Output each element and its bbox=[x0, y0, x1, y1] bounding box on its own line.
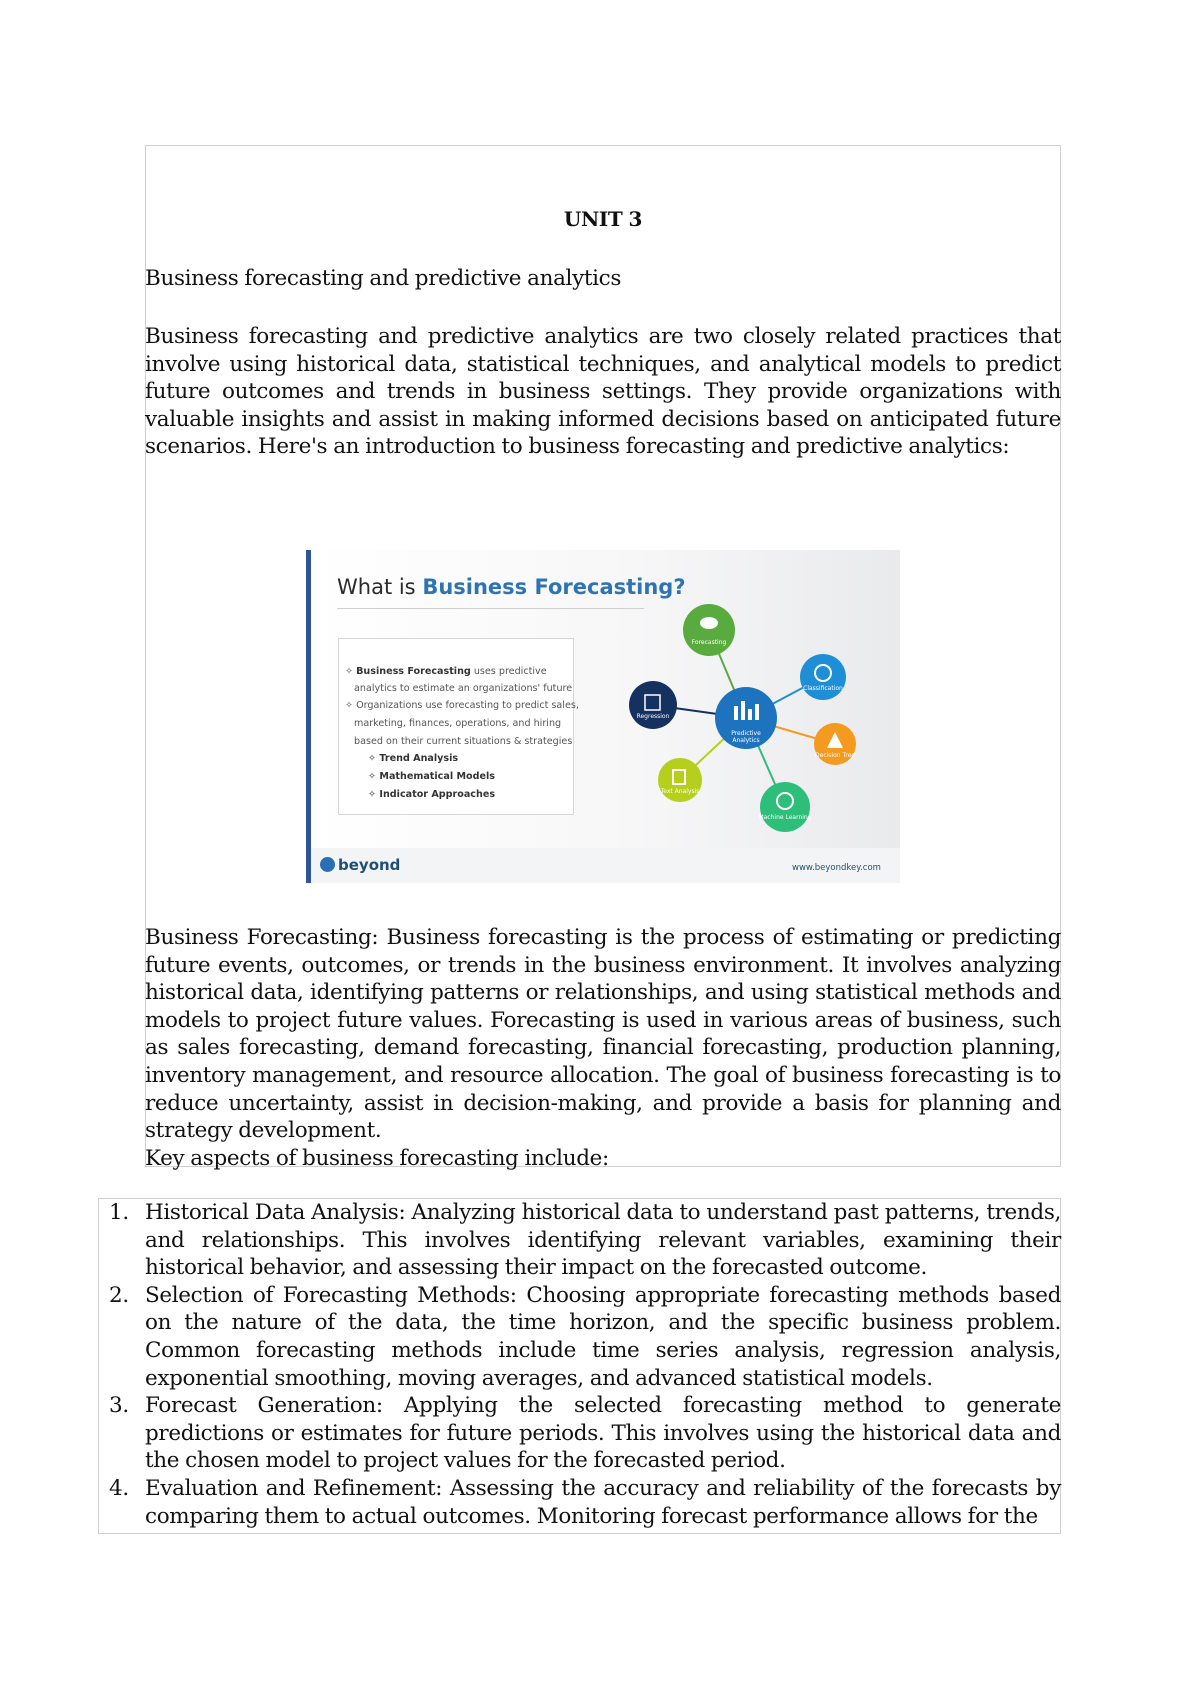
slide-sub-bullet: ✧ Indicator Approaches bbox=[368, 789, 496, 800]
slide-bullet-continuation: based on their current situations & strategies bbox=[354, 736, 573, 747]
logo-mark-icon bbox=[320, 857, 335, 872]
slide-sub-bullet-text: Indicator Approaches bbox=[379, 789, 496, 800]
node-text-analysis bbox=[658, 758, 702, 802]
slide-sub-bullet: ✧ Trend Analysis bbox=[368, 753, 459, 764]
list-item bbox=[104, 1392, 1061, 1475]
node-label-decision-tree: Decision Tree bbox=[815, 752, 855, 759]
slide-bullet-continuation: analytics to estimate an organizations' future bbox=[354, 683, 573, 694]
bar-chart-icon-bar bbox=[741, 701, 745, 720]
slide-sub-bullet: ✧ Mathematical Models bbox=[368, 771, 495, 782]
list-item-number: 4. bbox=[109, 1475, 129, 1501]
predictive-analytics-network-diagram bbox=[306, 550, 900, 883]
list-item-number: 1. bbox=[109, 1200, 129, 1225]
slide-title-plain: What is bbox=[337, 575, 423, 599]
business-forecasting-paragraph: Business Forecasting: Business forecasting is the process of estimating or predicting future events, outcomes, or trends in the business environment. It involves analyzing historical data, identifying patterns or relationships, and using statistical methods and models to project future values. Forecasting is used in various areas of business, such as sales forecasting, demand forecasting, financial forecasting, production planning, inventory management, and resource allocation. The goal of business forecasting is to reduce uncertainty, assist in decision-making, and provide a basis for planning and strategy development. bbox=[145, 925, 1061, 1144]
slide-bullet-text: Organizations use forecasting to predict sales, bbox=[356, 700, 579, 711]
list-item-number: 2. bbox=[109, 1282, 129, 1308]
node-label-machine-learning: Machine Learning bbox=[758, 814, 812, 821]
key-aspects-list bbox=[104, 1199, 1061, 1530]
bar-chart-icon-bar bbox=[748, 709, 752, 720]
list-item-text: Selection of Forecasting Methods: Choosing appropriate forecasting methods based on the nature of the data, the time horizon, and the specific business problem. Common forecasting methods include time series analysis, regression analysis, exponential smoothing, moving averages, and advanced statistical models. bbox=[145, 1282, 1061, 1391]
slide-title-highlight: Business Forecasting? bbox=[422, 575, 686, 599]
node-label-predictive-analytics-2: Analytics bbox=[732, 737, 760, 744]
slide-sub-bullet-text: Mathematical Models bbox=[379, 771, 495, 782]
slide-bullet: ✧ Business Forecasting uses predictive bbox=[345, 666, 547, 677]
node-label-text-analysis: Text Analysis bbox=[660, 788, 700, 795]
slide-bullet-text: uses predictive bbox=[470, 666, 547, 677]
list-item bbox=[104, 1475, 1061, 1530]
node-forecasting bbox=[683, 604, 735, 656]
intro-paragraph: Business forecasting and predictive analytics are two closely related practices that involve using historical data, statistical techniques, and analytical models to predict future outcomes and trends in business settings. They provide organizations with valuable insights and assist in making informed decisions based on anticipated future scenarios. Here's an introduction to business forecasting and predictive analytics: bbox=[145, 324, 1061, 460]
slide-sub-bullet-text: Trend Analysis bbox=[379, 753, 459, 764]
unit-heading: UNIT 3 bbox=[563, 207, 643, 231]
bar-chart-icon bbox=[734, 706, 738, 720]
list-item bbox=[104, 1282, 1061, 1392]
list-item-text: Evaluation and Refinement: Assessing the accuracy and reliability of the forecasts by comparing them to actual outcomes. Monitoring forecast performance allows for the bbox=[145, 1475, 1061, 1529]
beyond-logo bbox=[320, 856, 400, 874]
node-label-forecasting: Forecasting bbox=[691, 639, 727, 646]
list-item bbox=[104, 1199, 1061, 1282]
cloud-icon bbox=[700, 617, 718, 629]
list-item-text: Historical Data Analysis: Analyzing historical data to understand past patterns, trends, and relationships. This involves identifying relevant variables, examining their historical behavior, and assessing their impact on the forecasted outcome. bbox=[145, 1200, 1061, 1281]
list-item-number: 3. bbox=[109, 1393, 129, 1419]
key-aspects-intro: Key aspects of business forecasting include: bbox=[145, 1146, 609, 1171]
bar-chart-icon-bar bbox=[755, 704, 759, 720]
slide-bullet-bold: Business Forecasting bbox=[356, 666, 471, 677]
node-label-predictive-analytics: Predictive bbox=[731, 730, 761, 737]
node-regression bbox=[629, 681, 677, 729]
node-machine-learning bbox=[760, 782, 810, 832]
slide-footer-url: www.beyondkey.com bbox=[792, 863, 881, 873]
logo-text: beyond bbox=[338, 856, 401, 874]
subtitle: Business forecasting and predictive analytics bbox=[145, 266, 622, 291]
node-label-regression: Regression bbox=[636, 713, 670, 720]
slide-bullet-continuation: marketing, finances, operations, and hiring bbox=[354, 718, 562, 729]
list-item-text: Forecast Generation: Applying the selected forecasting method to generate predictions or estimates for future periods. This involves using the historical data and the chosen model to project values for the forecasted period. bbox=[145, 1393, 1061, 1474]
slide-bullet: ✧ Organizations use forecasting to predict sales, bbox=[345, 700, 579, 711]
node-classification bbox=[800, 654, 846, 700]
node-label-classification: Classification bbox=[803, 685, 843, 692]
business-forecasting-slide-image bbox=[306, 550, 900, 883]
